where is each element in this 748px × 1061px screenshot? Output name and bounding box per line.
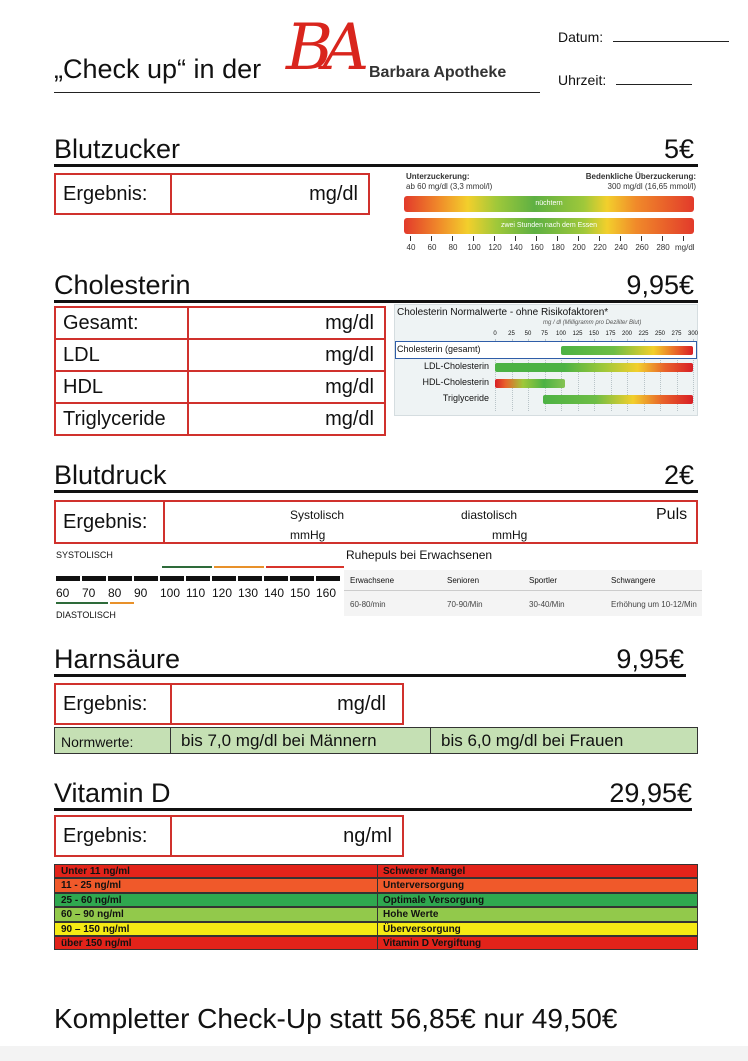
chart-tick-label: 175 <box>605 331 616 337</box>
scale-numbers <box>54 586 344 600</box>
blutdruck-scale <box>54 546 344 622</box>
ruhepuls-divider <box>344 590 702 591</box>
row-label: HDL-Cholesterin <box>422 377 489 387</box>
scale-segment <box>238 576 262 581</box>
ruhepuls-value: 60-80/min <box>350 600 386 609</box>
scale-tick <box>494 236 495 241</box>
row-label: HDL <box>63 375 104 398</box>
vitamin-d-meaning: Optimale Versorgung <box>383 894 485 906</box>
section-rule <box>54 808 692 811</box>
ruhepuls-col: Sportler <box>529 576 558 585</box>
cell-divider <box>187 372 189 402</box>
scale-high-value: 300 mg/dl (16,65 mmol/l) <box>607 182 696 191</box>
scale-number: 90 <box>134 586 148 600</box>
blutzucker-scale <box>402 170 698 256</box>
scale-low-value: ab 60 mg/dl (3,3 mmol/l) <box>406 182 493 191</box>
unit-label: mg/dl <box>325 375 374 398</box>
vitamin-d-range: 60 – 90 ng/ml <box>61 909 124 921</box>
normwerte-label: Normwerte: <box>61 734 134 750</box>
ergebnis-label: Ergebnis: <box>63 182 148 205</box>
scale-line-green <box>162 566 212 568</box>
normwerte-frauen: bis 6,0 mg/dl bei Frauen <box>441 731 624 750</box>
price-cholesterin: 9,95€ <box>626 270 694 300</box>
scale-line-orange <box>214 566 264 568</box>
normwerte-row <box>54 727 698 754</box>
scale-tick <box>515 236 516 241</box>
scale-segment <box>108 576 132 581</box>
row-label: Triglyceride <box>442 393 489 403</box>
row-label: Triglyceride <box>63 407 166 430</box>
logo-mark: BA <box>286 11 360 85</box>
chart-row-ldl <box>395 360 695 374</box>
diastolisch-scale-label: DIASTOLISCH <box>56 610 116 620</box>
datum-blank[interactable] <box>613 28 729 42</box>
chart-row-triglyceride <box>395 392 695 406</box>
chart-tick-label: 125 <box>572 331 583 337</box>
vitamin-d-table-row <box>54 893 698 907</box>
chart-tick-label: 25 <box>508 331 515 337</box>
bar-triglyceride <box>543 395 693 404</box>
scale-bar-nuechtern <box>404 196 694 212</box>
cell-divider <box>377 878 378 892</box>
cholesterin-row-gesamt[interactable] <box>54 306 386 340</box>
ruhepuls-col: Schwangere <box>611 576 656 585</box>
bar-label: nüchtern <box>535 200 563 207</box>
scale-tick-label: 40 <box>406 243 416 252</box>
chart-tick-label: 100 <box>555 331 566 337</box>
scale-number: 110 <box>186 586 206 600</box>
ruhepuls-title: Ruhepuls bei Erwachsenen <box>344 548 702 570</box>
cell-divider <box>377 936 378 950</box>
scale-tick-label: 200 <box>572 243 586 252</box>
scale-tick-label: 160 <box>530 243 544 252</box>
vitamin-d-meaning: Überversorgung <box>383 923 461 935</box>
section-title-cholesterin: Cholesterin <box>54 270 191 300</box>
scale-tick-label: 120 <box>488 243 502 252</box>
cell-divider <box>430 727 431 754</box>
bar-ldl <box>495 363 693 372</box>
vitamin-d-table-row <box>54 922 698 936</box>
footer-offer: Kompletter Check-Up statt 56,85€ nur 49,50€ <box>54 1003 618 1034</box>
chart-tick-label: 250 <box>654 331 665 337</box>
scale-number: 100 <box>160 586 181 600</box>
unit-label: mg/dl <box>309 182 358 205</box>
ruhepuls-value: 70-90/Min <box>447 600 483 609</box>
normwerte-maenner: bis 7,0 mg/dl bei Männern <box>181 731 377 750</box>
vitamin-d-table-row <box>54 907 698 921</box>
scale-segment <box>56 576 80 581</box>
scale-tick <box>431 236 432 241</box>
cell-divider <box>170 685 172 723</box>
chart-tick-label: 0 <box>493 331 497 337</box>
cell-divider <box>170 817 172 855</box>
cell-divider <box>163 502 165 542</box>
section-rule <box>54 164 698 167</box>
cell-divider <box>187 340 189 370</box>
section-title-harnsaeure: Harnsäure <box>54 644 181 674</box>
ruhepuls-table <box>344 548 702 616</box>
logo-text: Barbara Apotheke <box>369 64 507 81</box>
unit-label: ng/ml <box>343 824 392 847</box>
scale-segment <box>186 576 210 581</box>
vitamin-d-table-row <box>54 936 698 950</box>
harnsaeure-result-box[interactable] <box>54 683 404 725</box>
unit-label: mg/dl <box>325 311 374 334</box>
cell-divider <box>170 727 171 754</box>
scale-segment <box>134 576 158 581</box>
chart-tick-label: 50 <box>524 331 532 337</box>
cell-divider <box>377 907 378 921</box>
ruhepuls-value: Erhöhung um 10-12/Min <box>611 600 697 609</box>
ruhepuls-col: Senioren <box>447 576 480 585</box>
cell-divider <box>377 864 378 878</box>
scale-number: 70 <box>82 586 96 600</box>
vitamin-d-meaning: Hohe Werte <box>383 909 439 921</box>
chart-row-gesamt <box>395 343 695 357</box>
puls-label: Puls <box>656 506 688 523</box>
chart-tick-label: 275 <box>671 331 682 337</box>
ergebnis-label: Ergebnis: <box>63 510 148 533</box>
scale-tick <box>578 236 579 241</box>
ruhepuls-value: 30-40/Min <box>529 600 565 609</box>
scale-tick-label: mg/dl <box>675 243 695 252</box>
bar-hdl <box>495 379 565 388</box>
vitamin-d-range: 25 - 60 ng/ml <box>61 894 122 906</box>
scale-line-green-dia <box>56 602 108 604</box>
cholesterin-result-table[interactable] <box>54 306 386 438</box>
scale-number: 120 <box>212 586 233 600</box>
chart-tick-label: 300 <box>687 331 698 337</box>
row-label: Gesamt: <box>63 311 139 334</box>
chart-tick-label: 150 <box>588 331 599 337</box>
section-title-blutzucker: Blutzucker <box>54 134 181 164</box>
ergebnis-label: Ergebnis: <box>63 692 148 715</box>
scale-tick <box>536 236 537 241</box>
chart-subtitle: mg / dl (Milligramm pro Deziliter Blut) <box>543 320 642 326</box>
scale-bar-nach-essen <box>404 218 694 234</box>
scale-segment <box>82 576 106 581</box>
scale-tick-label: 100 <box>467 243 481 252</box>
chart-tick-label: 200 <box>621 331 632 337</box>
cell-divider <box>377 893 378 907</box>
blutdruck-result-box[interactable] <box>54 500 698 544</box>
chart-title: Cholesterin Normalwerte - ohne Risikofaktoren* <box>397 307 609 318</box>
scale-number: 140 <box>264 586 285 600</box>
chart-row-hdl <box>395 376 695 390</box>
scale-segment <box>316 576 340 581</box>
price-vitamin-d: 29,95€ <box>609 778 692 808</box>
scale-tick <box>410 236 411 241</box>
cell-divider <box>187 404 189 434</box>
scale-segment <box>160 576 184 581</box>
section-rule <box>54 490 698 493</box>
datum-field[interactable] <box>558 28 729 45</box>
section-rule <box>54 300 698 303</box>
scale-line-orange-dia <box>110 602 134 604</box>
scale-tick-label: 220 <box>593 243 607 252</box>
scale-tick-label: 140 <box>509 243 523 252</box>
vitamin-d-meaning: Unterversorgung <box>383 880 465 892</box>
scale-tick-label: 180 <box>551 243 565 252</box>
ergebnis-label: Ergebnis: <box>63 824 148 847</box>
systolisch-unit: mmHg <box>290 528 326 542</box>
scale-tick-label: 60 <box>427 243 437 252</box>
cholesterin-row-triglyceride[interactable] <box>54 402 386 436</box>
cell-divider <box>187 308 189 338</box>
vitamin-d-meaning: Vitamin D Vergiftung <box>383 938 482 949</box>
unit-label: mg/dl <box>325 407 374 430</box>
cholesterin-row-ldl[interactable] <box>54 338 386 372</box>
vitamin-d-table-row <box>54 878 698 892</box>
vitamin-d-range: über 150 ng/ml <box>61 938 132 949</box>
unit-label: mg/dl <box>337 692 386 715</box>
scale-segment <box>212 576 236 581</box>
section-rule <box>54 674 686 677</box>
scale-tick-label: 240 <box>614 243 628 252</box>
cell-divider <box>170 175 172 213</box>
price-blutzucker: 5€ <box>663 134 694 164</box>
cell-divider <box>377 922 378 936</box>
uhrzeit-blank[interactable] <box>616 71 692 85</box>
uhrzeit-label: Uhrzeit: <box>558 72 607 88</box>
scale-number: 60 <box>56 586 70 600</box>
scale-number: 160 <box>316 586 337 600</box>
diastolisch-unit: mmHg <box>492 528 528 542</box>
scale-segment <box>264 576 288 581</box>
uhrzeit-field[interactable] <box>558 71 692 88</box>
page-title: „Check up“ in der <box>54 54 262 84</box>
ruhepuls-col: Erwachsene <box>350 576 395 585</box>
datum-label: Datum: <box>558 29 604 45</box>
section-title-vitamin-d: Vitamin D <box>54 778 171 808</box>
vitamin-d-range: Unter 11 ng/ml <box>61 866 130 877</box>
scale-number: 80 <box>108 586 122 600</box>
systolisch-scale-label: SYSTOLISCH <box>56 550 113 560</box>
chart-tick-label: 225 <box>638 331 649 337</box>
vitamin-d-range: 11 - 25 ng/ml <box>61 880 122 892</box>
blutzucker-result-box[interactable] <box>54 173 370 215</box>
scale-low-label: Unterzuckerung: <box>406 172 470 181</box>
scale-tick <box>662 236 663 241</box>
scale-high-label: Bedenkliche Überzuckerung: <box>585 172 696 181</box>
bar-gesamt <box>561 346 693 355</box>
scale-tick <box>683 236 684 241</box>
cholesterin-row-hdl[interactable] <box>54 370 386 404</box>
scale-tick <box>641 236 642 241</box>
price-harnsaeure: 9,95€ <box>616 644 684 674</box>
chart-tick-label: 75 <box>541 331 548 337</box>
scale-tick-label: 260 <box>635 243 649 252</box>
bar-label: zwei Stunden nach dem Essen <box>500 222 598 229</box>
scale-tick <box>599 236 600 241</box>
row-label: LDL <box>63 343 100 366</box>
section-title-blutdruck: Blutdruck <box>54 460 167 490</box>
scale-number: 150 <box>290 586 311 600</box>
cholesterin-chart <box>394 304 698 416</box>
systolisch-label: Systolisch <box>290 508 345 522</box>
bottom-bar <box>0 1046 748 1061</box>
scale-tick <box>620 236 621 241</box>
scale-tick-label: 80 <box>448 243 458 252</box>
scale-segment <box>290 576 314 581</box>
vitamin-d-meaning: Schwerer Mangel <box>383 866 466 877</box>
scale-line-red <box>266 566 344 568</box>
scale-tick <box>557 236 558 241</box>
price-blutdruck: 2€ <box>663 460 694 490</box>
scale-number: 130 <box>238 586 259 600</box>
vitamin-d-range: 90 – 150 ng/ml <box>61 923 130 935</box>
diastolisch-label: diastolisch <box>461 508 518 522</box>
row-label: LDL-Cholesterin <box>423 361 489 371</box>
scale-tick-label: 280 <box>656 243 670 252</box>
header-divider <box>54 92 540 93</box>
scale-tick <box>473 236 474 241</box>
unit-label: mg/dl <box>325 343 374 366</box>
vitamin-d-table-row <box>54 864 698 878</box>
scale-tick <box>452 236 453 241</box>
row-label: Cholesterin (gesamt) <box>397 344 481 354</box>
vitamin-d-result-box[interactable] <box>54 815 404 857</box>
